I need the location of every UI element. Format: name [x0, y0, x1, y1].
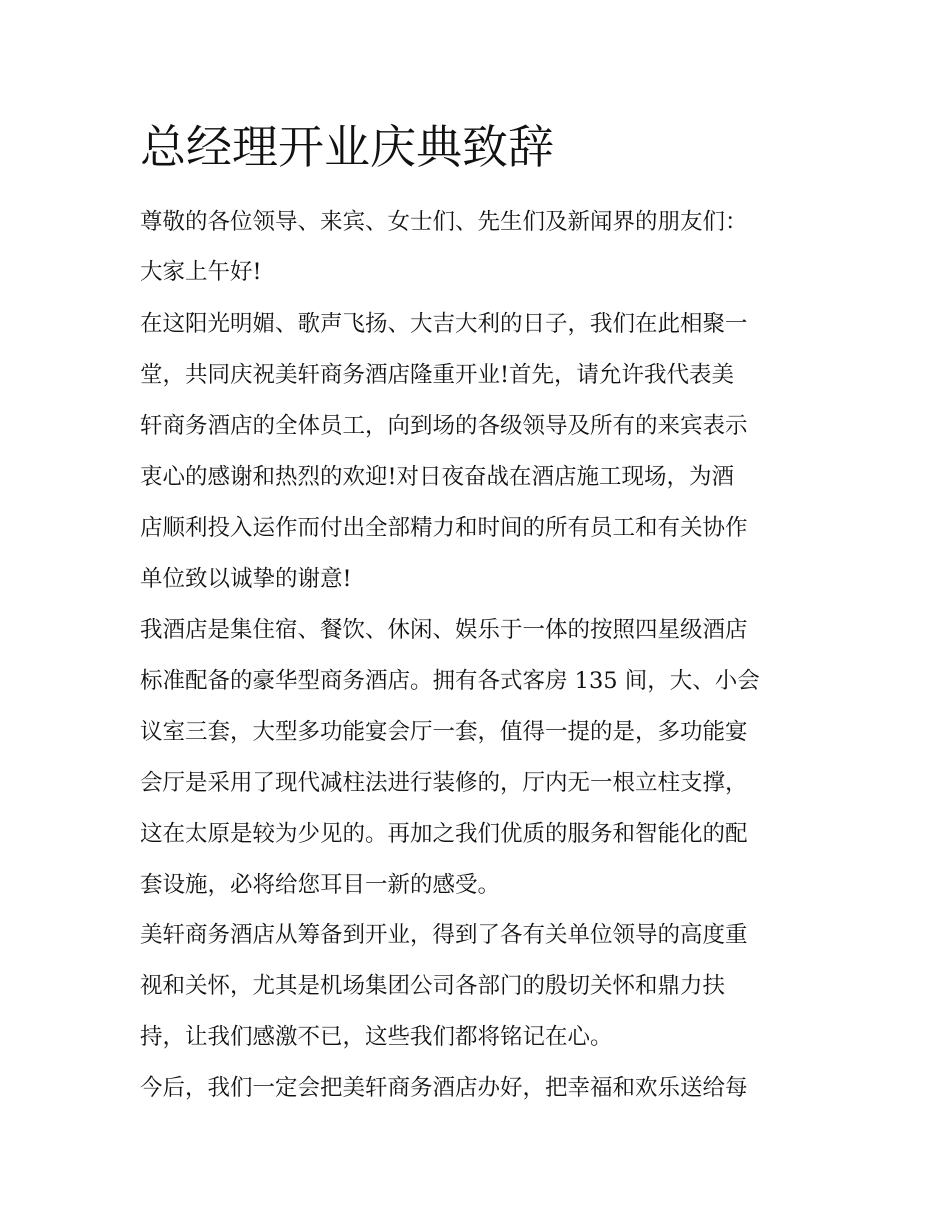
text-line: 标准配备的豪华型商务酒店。拥有各式客房 135 间，大、小会	[140, 668, 760, 694]
text-line: 在这阳光明媚、歌声飞扬、大吉大利的日子，我们在此相聚一	[140, 311, 748, 337]
text-line: 议室三套，大型多功能宴会厅一套，值得一提的是，多功能宴	[140, 719, 748, 745]
text-line: 衷心的感谢和热烈的欢迎!对日夜奋战在酒店施工现场，为酒	[140, 464, 735, 490]
text-line: 这在太原是较为少见的。再加之我们优质的服务和智能化的配	[140, 821, 748, 847]
text-line: 视和关怀，尤其是机场集团公司各部门的殷切关怀和鼎力扶	[140, 973, 726, 999]
text-line: 持，让我们感激不已，这些我们都将铭记在心。	[140, 1024, 613, 1050]
text-line: 尊敬的各位领导、来宾、女士们、先生们及新闻界的朋友们：	[140, 209, 748, 235]
text-line: 单位致以诚挚的谢意!	[140, 566, 352, 592]
document-title: 总经理开业庆典致辞	[140, 120, 554, 174]
text-line: 会厅是采用了现代减柱法进行装修的，厅内无一根立柱支撑，	[140, 770, 748, 796]
text-line: 大家上午好!	[140, 259, 262, 285]
text-line: 堂，共同庆祝美轩商务酒店隆重开业!首先，请允许我代表美	[140, 362, 735, 388]
text-line: 我酒店是集住宿、餐饮、休闲、娱乐于一体的按照四星级酒店	[140, 617, 748, 643]
text-line: 店顺利投入运作而付出全部精力和时间的所有员工和有关协作	[140, 515, 748, 541]
text-line: 轩商务酒店的全体员工，向到场的各级领导及所有的来宾表示	[140, 413, 748, 439]
text-line: 今后，我们一定会把美轩商务酒店办好，把幸福和欢乐送给每	[140, 1075, 748, 1101]
text-line: 套设施，必将给您耳目一新的感受。	[140, 872, 501, 898]
text-line: 美轩商务酒店从筹备到开业，得到了各有关单位领导的高度重	[140, 922, 748, 948]
